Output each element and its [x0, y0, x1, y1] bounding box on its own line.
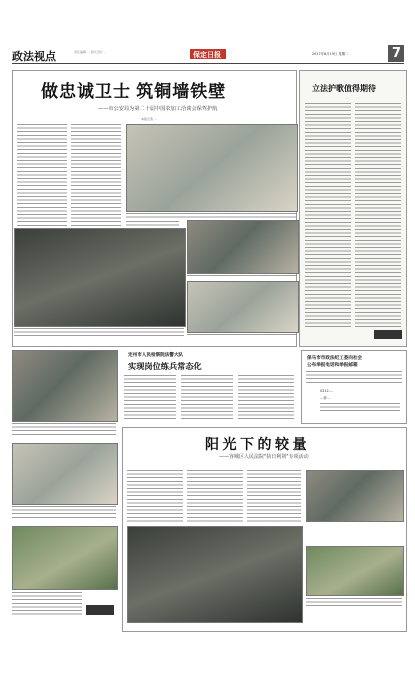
notice-footer — [320, 403, 400, 413]
caption-inspection — [12, 423, 116, 437]
photo-inspection — [12, 350, 118, 422]
page-number-badge — [388, 45, 404, 62]
feature-subhead: ——容城区人民法院"执日利剑"专项活动 — [219, 454, 309, 460]
lead-subhead: ——市公安局为第二十届中国农加工洽谈会保驾护航 — [98, 106, 218, 112]
caption-public-service — [12, 506, 116, 518]
notice-heading-1: 保马市市政法纪工委向社会 — [307, 356, 363, 361]
photo-caption-1 — [126, 213, 296, 218]
feature-body-col-2 — [187, 470, 243, 522]
feature-body-col-3 — [247, 470, 301, 522]
photo-court-outdoor — [306, 546, 404, 596]
notice-box — [301, 350, 407, 424]
photo-motorcycle-patrol — [126, 124, 298, 212]
feature-body-col-1 — [127, 470, 183, 522]
photo-caption-2 — [14, 328, 184, 337]
third-body-col-1 — [124, 375, 176, 419]
third-story — [122, 350, 296, 422]
column-piece — [299, 70, 407, 347]
logo-stamp — [190, 49, 226, 59]
masthead — [12, 45, 404, 65]
lead-byline: 本报记者 … — [141, 117, 157, 121]
date-line: 2017年8月19日 星期二 — [312, 52, 349, 56]
photo-caption-3 — [187, 275, 297, 278]
page-number: 7 — [392, 46, 402, 61]
notice-body — [306, 371, 402, 385]
notice-phone: 0312-… — [320, 389, 334, 393]
photo-police-desk — [187, 281, 299, 333]
notice-heading-2: 公布举报电话和举报邮箱 — [307, 363, 358, 368]
photo-enforcement-team — [127, 526, 303, 623]
editor-note: 责任编辑 … 版式设计 … — [74, 50, 107, 54]
photo-court-street — [306, 470, 404, 522]
brand-stamp — [86, 605, 114, 615]
lead-story — [12, 70, 297, 347]
column-author: … — [346, 96, 349, 100]
lower-left-strip — [12, 350, 117, 630]
feature-headline: 阳 光 下 的 较 量 — [205, 438, 307, 453]
column-text-col-1 — [305, 103, 351, 328]
feature-story — [122, 427, 407, 632]
masthead-rule — [12, 63, 404, 64]
section-title: 政法视点 — [12, 51, 56, 63]
third-body-col-3 — [238, 375, 294, 419]
caption-court-outdoor — [306, 598, 402, 606]
column-heading: 立法护歌值得期待 — [312, 84, 376, 93]
photo-crowd-event — [12, 526, 118, 590]
third-headline: 实现岗位练兵常态化 — [128, 362, 202, 371]
caption-crowd-event — [12, 592, 82, 616]
photo-police-checkpoint — [187, 220, 299, 274]
logo-text: 保定日报 — [193, 51, 221, 59]
third-kicker: 定州市人民检察院法警大队 — [128, 353, 184, 358]
notice-email: …@… — [320, 396, 331, 400]
column-text-col-2 — [355, 103, 401, 328]
third-body-col-2 — [181, 375, 233, 419]
column-logo — [374, 330, 402, 339]
photo-armored-vehicle — [14, 228, 186, 327]
photo-caption-4 — [187, 334, 297, 337]
lead-headline: 做忠诚卫士 筑铜墙铁壁 — [41, 82, 227, 101]
photo-public-service — [12, 443, 118, 505]
